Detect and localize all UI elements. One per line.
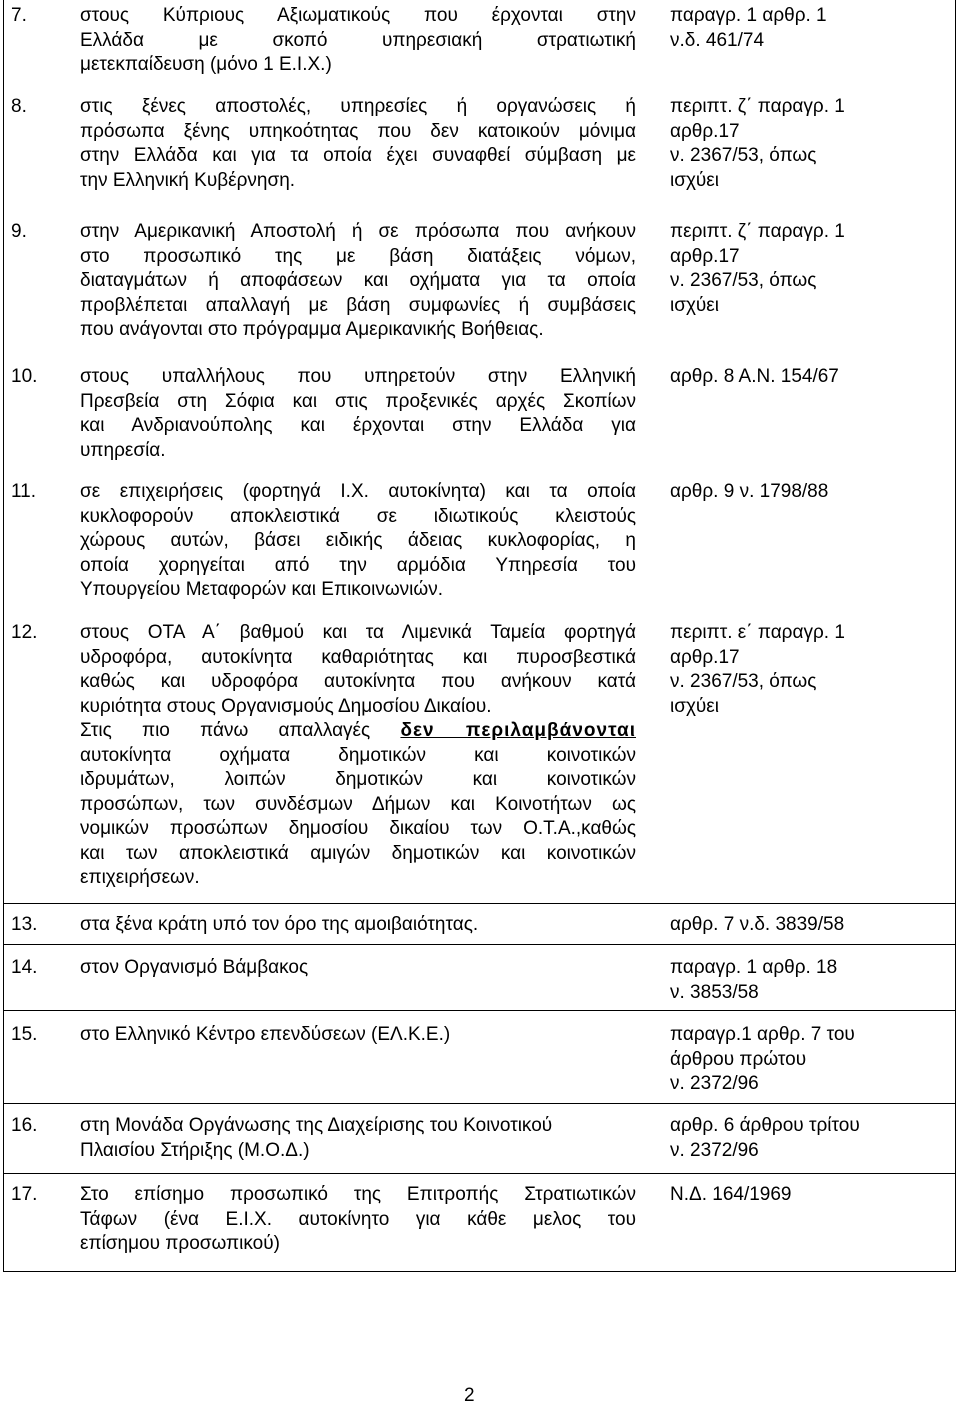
row-divider bbox=[3, 1173, 956, 1174]
row-reference: παραγρ. 1 αρθρ. 1 ν.δ. 461/74 bbox=[670, 5, 827, 51]
row-text: στους υπαλλήλους που υπηρετούν στην Ελληνική Πρεσβεία στη Σόφια και στις προξενικές αρχές Σκοπίων και Ανδριανούπολης και έρχονται στην Ελλάδα για υπηρεσία. bbox=[80, 366, 636, 461]
row-reference: αρθρ. 8 Α.Ν. 154/67 bbox=[670, 366, 839, 387]
row-reference: περιπτ. ζ΄ παραγρ. 1 αρθρ.17 ν. 2367/53, όπως ισχύει bbox=[670, 96, 845, 191]
row-reference: παραγρ. 1 αρθρ. 18 ν. 3853/58 bbox=[670, 957, 838, 1003]
table-left-border bbox=[3, 0, 4, 1272]
row-reference: αρθρ. 7 ν.δ. 3839/58 bbox=[670, 914, 845, 935]
row-reference: παραγρ.1 αρθρ. 7 του άρθρου πρώτου ν. 2372/96 bbox=[670, 1024, 855, 1094]
table-bottom-border bbox=[3, 1271, 956, 1272]
row-reference: αρθρ. 9 ν. 1798/88 bbox=[670, 481, 829, 502]
table-right-border bbox=[955, 0, 956, 1272]
row-text: στο Ελληνικό Κέντρο επενδύσεων (ΕΛ.Κ.Ε.) bbox=[80, 1024, 451, 1045]
row-number: 16. bbox=[11, 1115, 38, 1136]
row-reference: περιπτ. ζ΄ παραγρ. 1 αρθρ.17 ν. 2367/53, όπως ισχύει bbox=[670, 221, 845, 316]
row-number: 8. bbox=[11, 96, 27, 117]
row-text: στους Κύπριους Αξιωματικούς που έρχονται στην Ελλάδα με σκοπό υπηρεσιακή στρατιωτική μετεκπαίδευση (μόνο 1 Ε.Ι.Χ.) bbox=[80, 5, 636, 75]
row-text: στον Οργανισμό Βάμβακος bbox=[80, 957, 309, 978]
row-reference: περιπτ. ε΄ παραγρ. 1 αρθρ.17 ν. 2367/53, όπως ισχύει bbox=[670, 622, 845, 717]
row-divider bbox=[3, 944, 956, 945]
row-number: 17. bbox=[11, 1184, 38, 1205]
row-divider bbox=[3, 1010, 956, 1011]
exclusion-note-lead: Στις πιο πάνω απαλλαγές δεν περιλαμβάνονται bbox=[80, 720, 636, 741]
row-divider bbox=[3, 903, 956, 904]
row-reference: Ν.Δ. 164/1969 bbox=[670, 1184, 792, 1205]
row-number: 11. bbox=[11, 481, 37, 502]
row-number: 7. bbox=[11, 5, 27, 26]
row-number: 15. bbox=[11, 1024, 38, 1045]
row-text: σε επιχειρήσεις (φορτηγά Ι.Χ. αυτοκίνητα) και τα οποία κυκλοφορούν αποκλειστικά σε ιδιωτικούς κλειστούς χώρους αυτών, βάσει ειδικής άδειας κυκλοφορίας, η οποία χορηγείται από την αρμόδια Υπηρεσία του Υπουργείου Μεταφορών και Επικοινωνιών. bbox=[80, 481, 636, 600]
page-number: 2 bbox=[464, 1385, 475, 1406]
row-reference: αρθρ. 6 άρθρου τρίτου ν. 2372/96 bbox=[670, 1115, 860, 1161]
row-text: στις ξένες αποστολές, υπηρεσίες ή οργανώσεις ή πρόσωπα ξένης υπηκοότητας που δεν κατοικούν μόνιμα στην Ελλάδα και για τα οποία έχει συναφθεί σύμβαση με την Ελληνική Κυβέρνηση. bbox=[80, 96, 636, 191]
row-number: 13. bbox=[11, 914, 38, 935]
row-number: 9. bbox=[11, 221, 27, 242]
row-text: Στο επίσημο προσωπικό της Επιτροπής Στρατιωτικών Τάφων (ένα Ε.Ι.Χ. αυτοκίνητο για κάθε μελος του επίσημου προσωπικού) bbox=[80, 1184, 636, 1254]
row-text: στα ξένα κράτη υπό τον όρο της αμοιβαιότητας. bbox=[80, 914, 479, 935]
row-number: 10. bbox=[11, 366, 38, 387]
row-text: στη Μονάδα Οργάνωσης της Διαχείρισης του Κοινοτικού Πλαισίου Στήριξης (Μ.Ο.Δ.) bbox=[80, 1115, 553, 1161]
row-divider bbox=[3, 1103, 956, 1104]
exclusion-emphasis: δεν περιλαμβάνονται bbox=[400, 720, 636, 741]
row-number: 12. bbox=[11, 622, 38, 643]
row-text: στους ΟΤΑ Α΄ βαθμού και τα Λιμενικά Ταμεία φορτηγά υδροφόρα, αυτοκίνητα καθαριότητας και πυροσβεστικά καθώς και υδροφόρα αυτοκίνητα που ανήκουν κατά κυριότητα στους Οργανισμούς Δημοσίου Δικαίου. Στις πιο πάνω απαλλαγές δεν περιλαμβάνονται αυτοκίνητα οχήματα δημοτικών και κοινοτικών ιδρυμάτων, λοιπών δημοτικών και κοινοτικών προσώπων, των συνδέσμων Δήμων και Κοινοτήτων ως νομικών προσώπων δημοσίου δικαίου των Ο.Τ.Α.,καθώς και των αποκλειστικά αμιγών δημοτικών και κοινοτικών επιχειρήσεων. bbox=[80, 622, 636, 888]
row-text: στην Αμερικανική Αποστολή ή σε πρόσωπα που ανήκουν στο προσωπικό της με βάση διατάξεις νόμων, διαταγμάτων ή αποφάσεων και οχήματα για τα οποία προβλέπεται απαλλαγή με βάση συμφωνίες ή συμβάσεις που ανάγονται στο πρόγραμμα Αμερικανικής Βοήθειας. bbox=[80, 221, 636, 340]
row-number: 14. bbox=[11, 957, 38, 978]
